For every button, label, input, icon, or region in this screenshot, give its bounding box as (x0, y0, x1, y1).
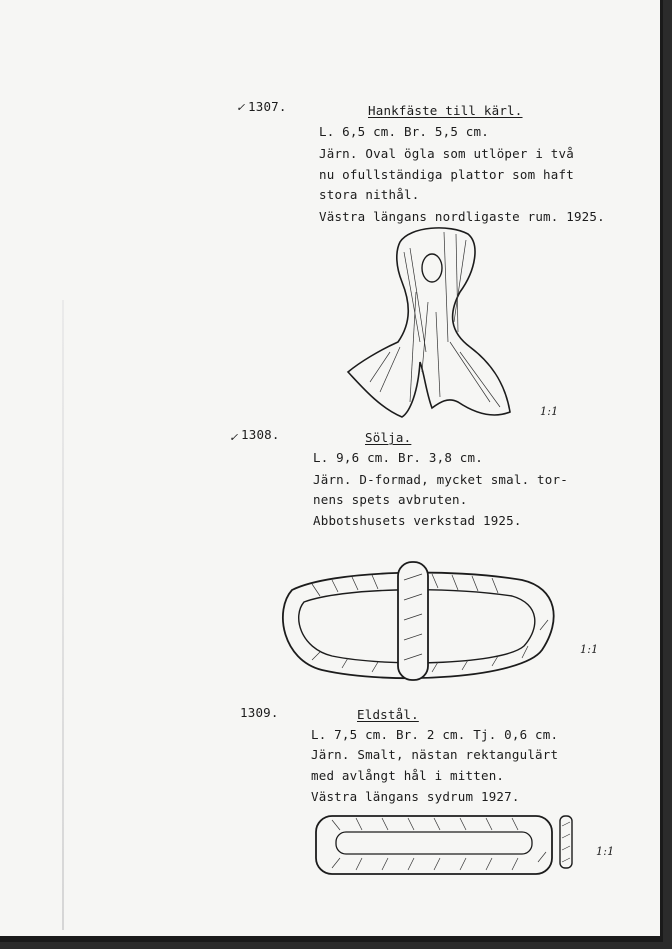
page-gutter-line (62, 300, 64, 930)
entry-title-1307: Hankfäste till kärl. (368, 103, 523, 118)
scale-1307: 1:1 (540, 405, 559, 418)
entry-title-1309: Eldstål. (357, 707, 419, 722)
check-mark-1307: ✓ (236, 101, 246, 114)
entry-1308-line-3: nens spets avbruten. (313, 492, 468, 507)
buckle-drawing (272, 560, 564, 690)
entry-1307-line-5: Västra längans nordligaste rum. 1925. (319, 209, 605, 224)
entry-1308-line-1: L. 9,6 cm. Br. 3,8 cm. (313, 450, 483, 465)
entry-1308-line-4: Abbotshusets verkstad 1925. (313, 513, 522, 528)
entry-1309-line-4: Västra längans sydrum 1927. (311, 789, 520, 804)
scale-1309: 1:1 (596, 845, 615, 858)
check-mark-1308: ✓ (229, 431, 239, 444)
entry-1307-line-3: nu ofullständiga plattor som haft (319, 167, 574, 182)
entry-number-1309: 1309. (240, 705, 279, 720)
entry-title-1308: Sölja. (365, 430, 412, 445)
entry-1309-line-3: med avlångt hål i mitten. (311, 768, 505, 783)
entry-number-1308: 1308. (241, 427, 280, 442)
entry-1307-line-4: stora nithål. (319, 187, 420, 202)
entry-number-1307: 1307. (248, 99, 287, 114)
entry-1308-line-2: Järn. D-formad, mycket smal. tor- (313, 472, 568, 487)
entry-1307-line-1: L. 6,5 cm. Br. 5,5 cm. (319, 124, 489, 139)
entry-1309-line-2: Järn. Smalt, nästan rektangulärt (311, 747, 559, 762)
scale-1308: 1:1 (580, 643, 599, 656)
fire-steel-drawing (312, 812, 580, 878)
entry-1307-line-2: Järn. Oval ögla som utlöper i två (319, 146, 574, 161)
entry-1309-line-1: L. 7,5 cm. Br. 2 cm. Tj. 0,6 cm. (311, 727, 559, 742)
handle-mount-drawing (340, 222, 520, 427)
